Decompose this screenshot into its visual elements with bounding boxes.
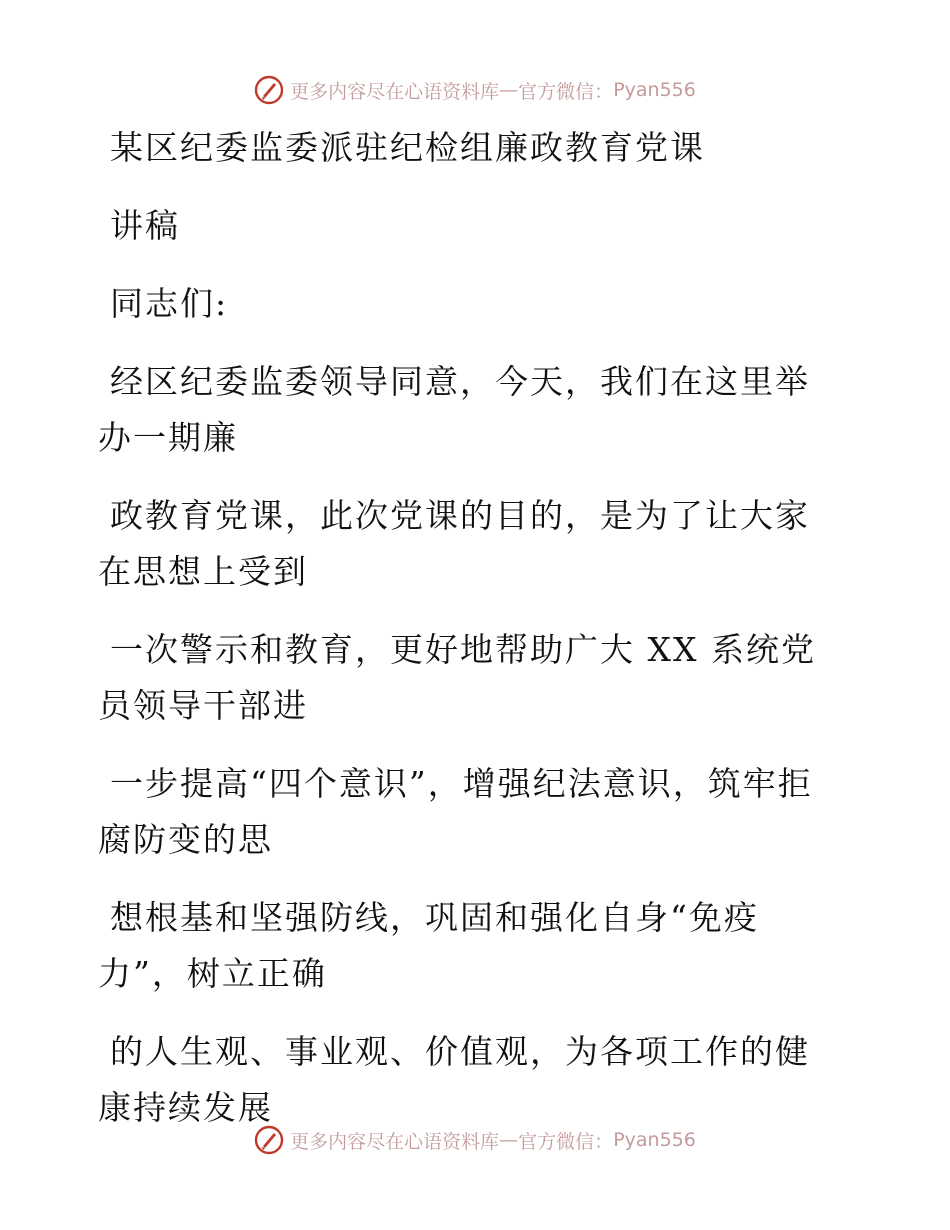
paragraph-1: 经区纪委监委领导同意，今天，我们在这里举办一期廉 [98, 362, 810, 457]
paragraph-6: 的人生观、事业观、价值观，为各项工作的健康持续发展 [98, 1032, 810, 1127]
paragraph-2: 政教育党课，此次党课的目的，是为了让大家在思想上受到 [98, 496, 810, 591]
watermark-wechat-id: Pyan556 [613, 79, 696, 101]
watermark-brand: 更多内容尽在心语资料库 [290, 1130, 500, 1153]
brand-logo-icon [254, 75, 284, 105]
paragraph-3: 一次警示和教育，更好地帮助广大 XX 系统党员领导干部进 [98, 630, 816, 725]
paragraph-5: 想根基和坚强防线，巩固和强化自身“免疫力”，树立正确 [98, 898, 759, 993]
document-body [98, 120, 838, 1158]
watermark-dash: — [499, 1129, 519, 1151]
salutation: 同志们: [110, 284, 229, 323]
paragraph-4: 一步提高“四个意识”，增强纪法意识，筑牢拒腐防变的思 [98, 764, 813, 859]
watermark-brand: 更多内容尽在心语资料库 [290, 80, 500, 103]
watermark-wechat-label: 官方微信： [518, 80, 614, 103]
brand-logo-icon [254, 1125, 284, 1155]
watermark-dash: — [499, 79, 519, 101]
footer-watermark [0, 1120, 950, 1160]
document-title-line2: 讲稿 [110, 206, 180, 245]
header-watermark [0, 70, 950, 110]
watermark-wechat-id: Pyan556 [613, 1129, 696, 1151]
document-title-line1: 某区纪委监委派驻纪检组廉政教育党课 [110, 128, 705, 167]
watermark-wechat-label: 官方微信： [518, 1130, 614, 1153]
